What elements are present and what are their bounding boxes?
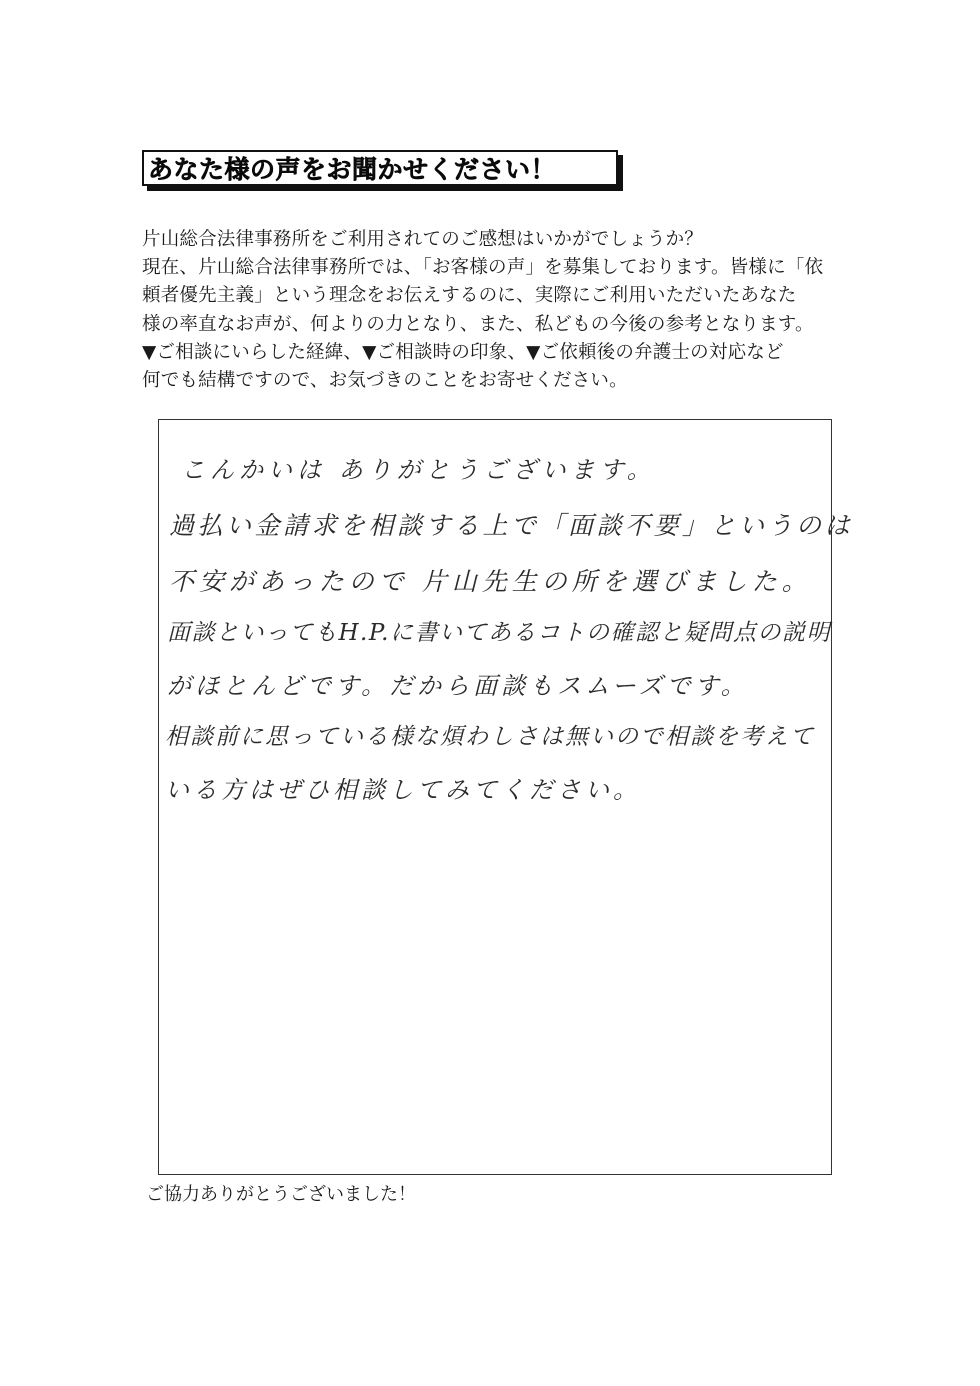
intro-line: ▼ご相談にいらした経緯、▼ご相談時の印象、▼ご依頼後の弁護士の対応など <box>142 341 784 363</box>
intro-line: 頼者優先主義」という理念をお伝えするのに、実際にご利用いただいたあなた <box>142 285 797 307</box>
handwritten-answer-box <box>158 419 854 1175</box>
handwritten-line: 不安があったので 片山先生の所を選びました。 <box>169 567 812 596</box>
handwritten-line: 相談前に思っている様な煩わしさは無いので相談を考えて <box>165 724 815 750</box>
intro-line: 何でも結構ですので、お気づきのことをお寄せください。 <box>142 369 628 391</box>
intro-line: 様の率直なお声が、何よりの力となり、また、私どもの今後の参考となります。 <box>142 313 814 335</box>
title-box <box>142 150 618 186</box>
handwritten-line: がほとんどです。だから面談もスムーズです。 <box>167 672 749 700</box>
intro-paragraph <box>142 226 852 395</box>
handwritten-line: いる方はぜひ相談してみてください。 <box>165 776 641 804</box>
intro-line: 現在、片山総合法律事務所では、「お客様の声」を募集しております。皆様に「依 <box>142 257 824 279</box>
page-title: あなた様の声をお聞かせください！ <box>148 155 557 184</box>
handwritten-line: こんかいは ありがとうございます。 <box>181 456 656 484</box>
handwritten-line: 面談といってもH.P.に書いてあるコトの確認と疑問点の説明 <box>167 620 831 646</box>
thanks-message: ご協力ありがとうございました！ <box>146 1184 416 1205</box>
handwritten-line: 過払い金請求を相談する上で「面談不要」というのは <box>169 511 854 540</box>
intro-line: 片山総合法律事務所をご利用されてのご感想はいかがでしょうか？ <box>142 229 704 250</box>
